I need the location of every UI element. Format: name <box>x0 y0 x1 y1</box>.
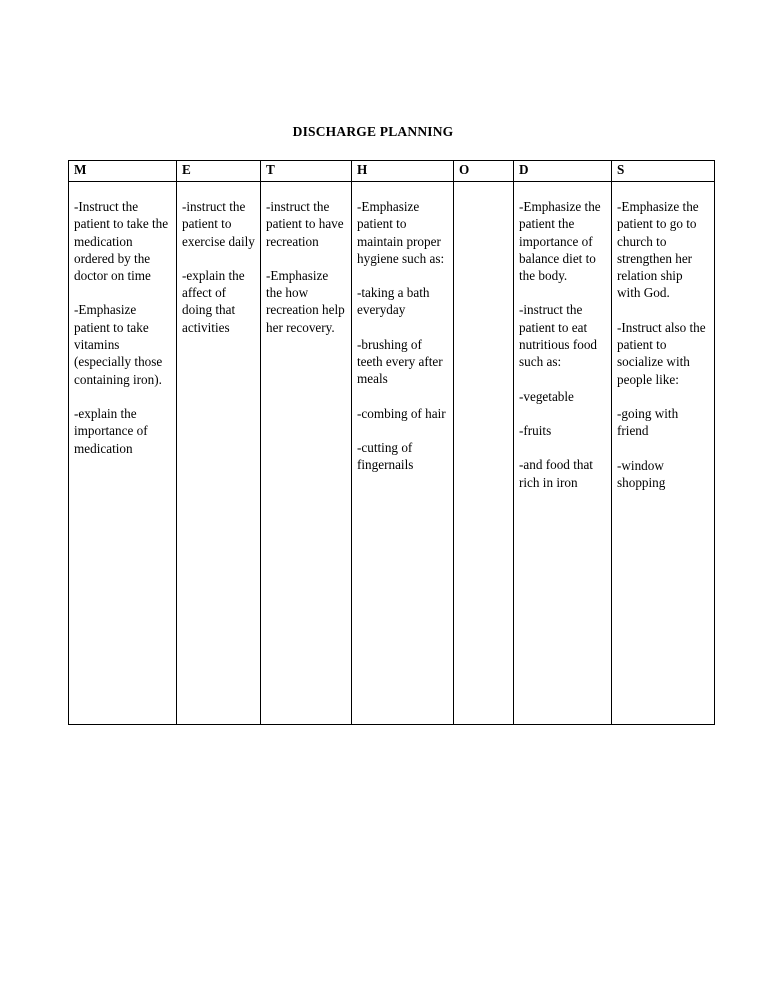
instruction-paragraph: -instruct the patient to have recreation <box>266 199 344 249</box>
instruction-paragraph: -window shopping <box>617 457 666 490</box>
column-cell-e <box>177 182 261 725</box>
instruction-paragraph: -taking a bath everyday <box>357 285 430 318</box>
column-cell-t <box>261 182 352 725</box>
instruction-paragraph: -Emphasize patient to take vitamins (especially those containing iron). <box>74 302 163 387</box>
column-header-h: H <box>352 161 454 182</box>
instruction-paragraph: -Emphasize the patient the importance of balance diet to the body. <box>519 199 601 284</box>
instruction-paragraph: -explain the affect of doing that activities <box>182 267 245 335</box>
column-cell-s <box>612 182 715 725</box>
column-cell-h <box>352 182 454 725</box>
instruction-paragraph: -Emphasize patient to maintain proper hygiene such as: <box>357 199 445 266</box>
instruction-paragraph: -instruct the patient to eat nutritious food such as: <box>519 302 598 370</box>
instruction-paragraph: -explain the importance of medication <box>74 405 148 456</box>
column-cell-d <box>514 182 612 725</box>
instruction-paragraph: -cutting of fingernails <box>357 439 414 473</box>
column-header-m: M <box>69 161 177 182</box>
table-body-row <box>69 182 715 725</box>
instruction-paragraph: -vegetable <box>519 388 574 404</box>
instruction-paragraph: -Emphasize the patient to go to church to strengthen her relation ship with God. <box>617 199 699 301</box>
column-header-d: D <box>514 161 612 182</box>
column-header-o: O <box>454 161 514 182</box>
instruction-paragraph: -instruct the patient to exercise daily <box>182 199 255 249</box>
document-title: DISCHARGE PLANNING <box>292 124 454 139</box>
instruction-paragraph: -Instruct also the patient to socialize with people like: <box>617 319 706 387</box>
column-header-s: S <box>612 161 715 182</box>
instruction-paragraph: -fruits <box>519 422 552 438</box>
column-cell-o <box>454 182 514 725</box>
column-header-e: E <box>177 161 261 182</box>
instruction-paragraph: -going with friend <box>617 405 679 439</box>
discharge-planning-table <box>68 160 715 725</box>
table-header-row <box>69 161 715 182</box>
instruction-paragraph: -combing of hair <box>357 405 446 421</box>
column-header-t: T <box>261 161 352 182</box>
instruction-paragraph: -brushing of teeth every after meals <box>357 336 443 387</box>
column-cell-m <box>69 182 177 725</box>
instruction-paragraph: -Instruct the patient to take the medication ordered by the doctor on time <box>74 199 169 284</box>
instruction-paragraph: -Emphasize the how recreation help her recovery. <box>266 267 345 335</box>
instruction-paragraph: -and food that rich in iron <box>519 457 593 490</box>
